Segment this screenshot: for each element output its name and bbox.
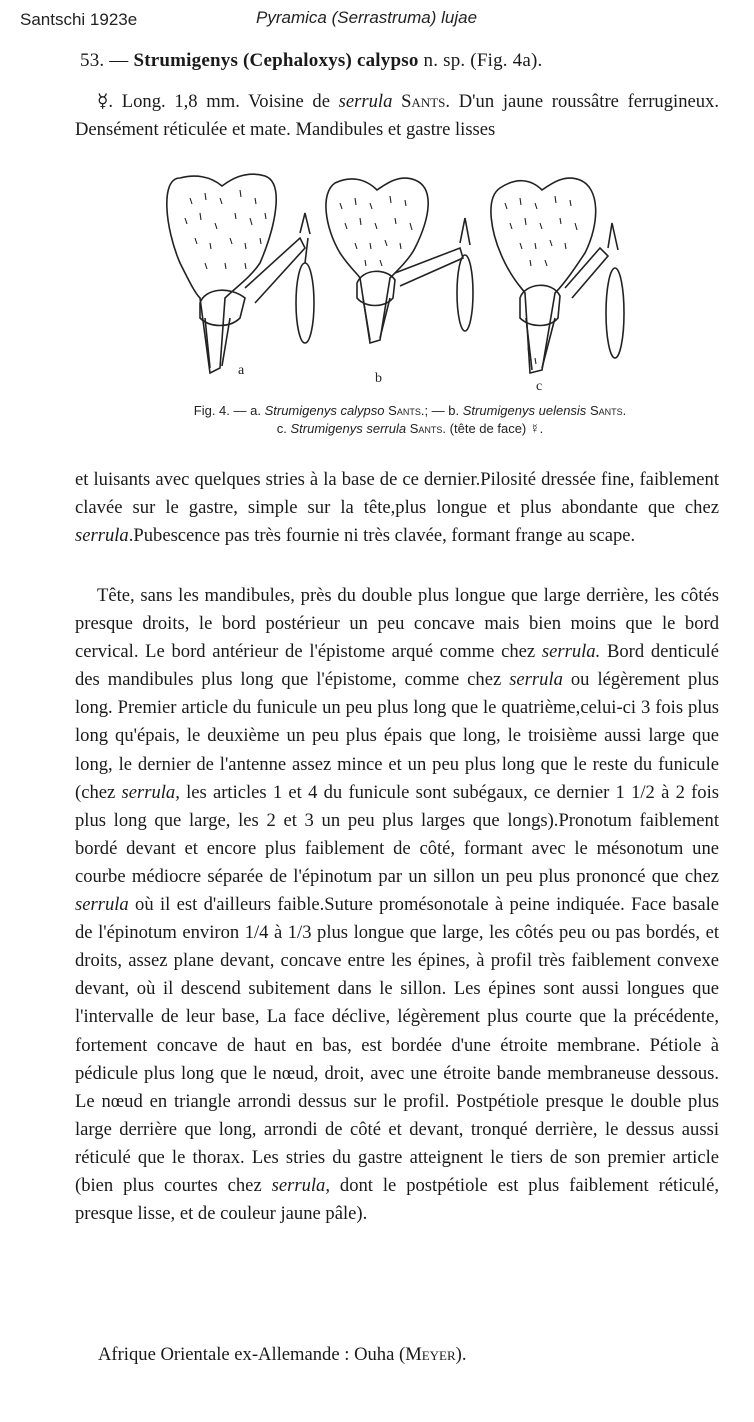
figure-caption-line2: c. Strumigenys serrula Sants. (tête de face) ☿.	[276, 421, 544, 436]
citation-header: Santschi 1923e	[20, 10, 138, 29]
paragraph-locality: Afrique Orientale ex-Allemande : Ouha (Meyer).	[98, 1344, 467, 1365]
head-a-drawing	[167, 174, 314, 373]
species-name: Strumigenys (Cephaloxys) calypso	[133, 50, 419, 71]
taxon-header: Pyramica (Serrastruma) lujae	[256, 8, 478, 27]
species-number: 53. —	[80, 50, 129, 71]
figure-caption-line1: Fig. 4. — a. Strumigenys calypso Sants.; — b. Strumigenys uelensis Sants.	[193, 403, 627, 418]
figure-heads	[150, 168, 640, 396]
paragraph-diagnosis: ☿. Long. 1,8 mm. Voisine de serrula Sants. D'un jaune roussâtre ferrugineux. Densément réticulée et mate. Mandibules et gastre lisses	[75, 91, 719, 141]
species-title	[80, 50, 542, 72]
figure-label-c: c	[536, 379, 543, 394]
species-suffix: n. sp. (Fig. 4a).	[423, 50, 543, 71]
paragraph-pilosity: et luisants avec quelques stries à la base de ce dernier.Pilosité dressée fine, faiblement clavée sur le gastre, simple sur la tête,plus longue et plus abondante que chez serrula.Pubescence pas très fournie ni très clavée, formant frange au scape.	[75, 469, 719, 547]
figure-label-b: b	[375, 371, 382, 386]
head-b-drawing	[326, 178, 473, 343]
figure-label-a: a	[238, 363, 245, 378]
head-c-drawing	[491, 178, 624, 373]
figure-caption	[70, 402, 750, 438]
paragraph-description: Tête, sans les mandibules, près du double plus longue que large derrière, les côtés presque droits, le bord postérieur un peu concave mais bien moins que le bord cervical. Le bord antérieur de l'épistome arqué comme chez serrula. Bord denticulé des mandibules plus long que l'épistome, comme chez serrula ou légèrement plus long. Premier article du funicule un peu plus long que le quatrième,celui-ci 3 fois plus long qu'épais, le deuxième un peu plus épais que long, le troisième aussi large que long, le dernier de l'antenne assez mince et un peu plus long que le reste du funicule (chez serrula, les articles 1 et 4 du funicule sont subégaux, ce dernier 1 1/2 à 2 fois plus long que large, les 2 et 3 un peu plus larges que longs).Pronotum faiblement bordé devant et encore plus faiblement de côté, formant avec le mésonotum une courbe médiocre séparée de l'épinotum par un sillon un peu plus prononcé que chez serrula où il est d'ailleurs faible.Suture promésonotale à peine indiquée. Face basale de l'épinotum environ 1/4 à 1/3 plus longue que large, les côtés peu ou pas bordés, et droits, assez plane devant, concave entre les épines, à profil très faiblement convexe devant, où il descend subitement dans le sillon. Les épines sont aussi longues que l'intervalle de leur base, La face déclive, légèrement plus courte que la précédente, fortement concave de haut en bas, est bordée d'une étroite membrane. Pétiole à pédicule plus long que le nœud, droit, avec une étroite bande membraneuse dessous. Le nœud en triangle arrondi dessus sur le profil. Postpétiole presque le double plus large derrière que long, arrondi de côté et devant, tronqué derrière, le dessus aussi réticulé que le thorax. Les stries du gastre atteignent le tiers de son premier article (bien plus courtes chez serrula, dont le postpétiole est plus faiblement réticulé, presque lisse, et de couleur jaune pâle).	[75, 585, 719, 1225]
